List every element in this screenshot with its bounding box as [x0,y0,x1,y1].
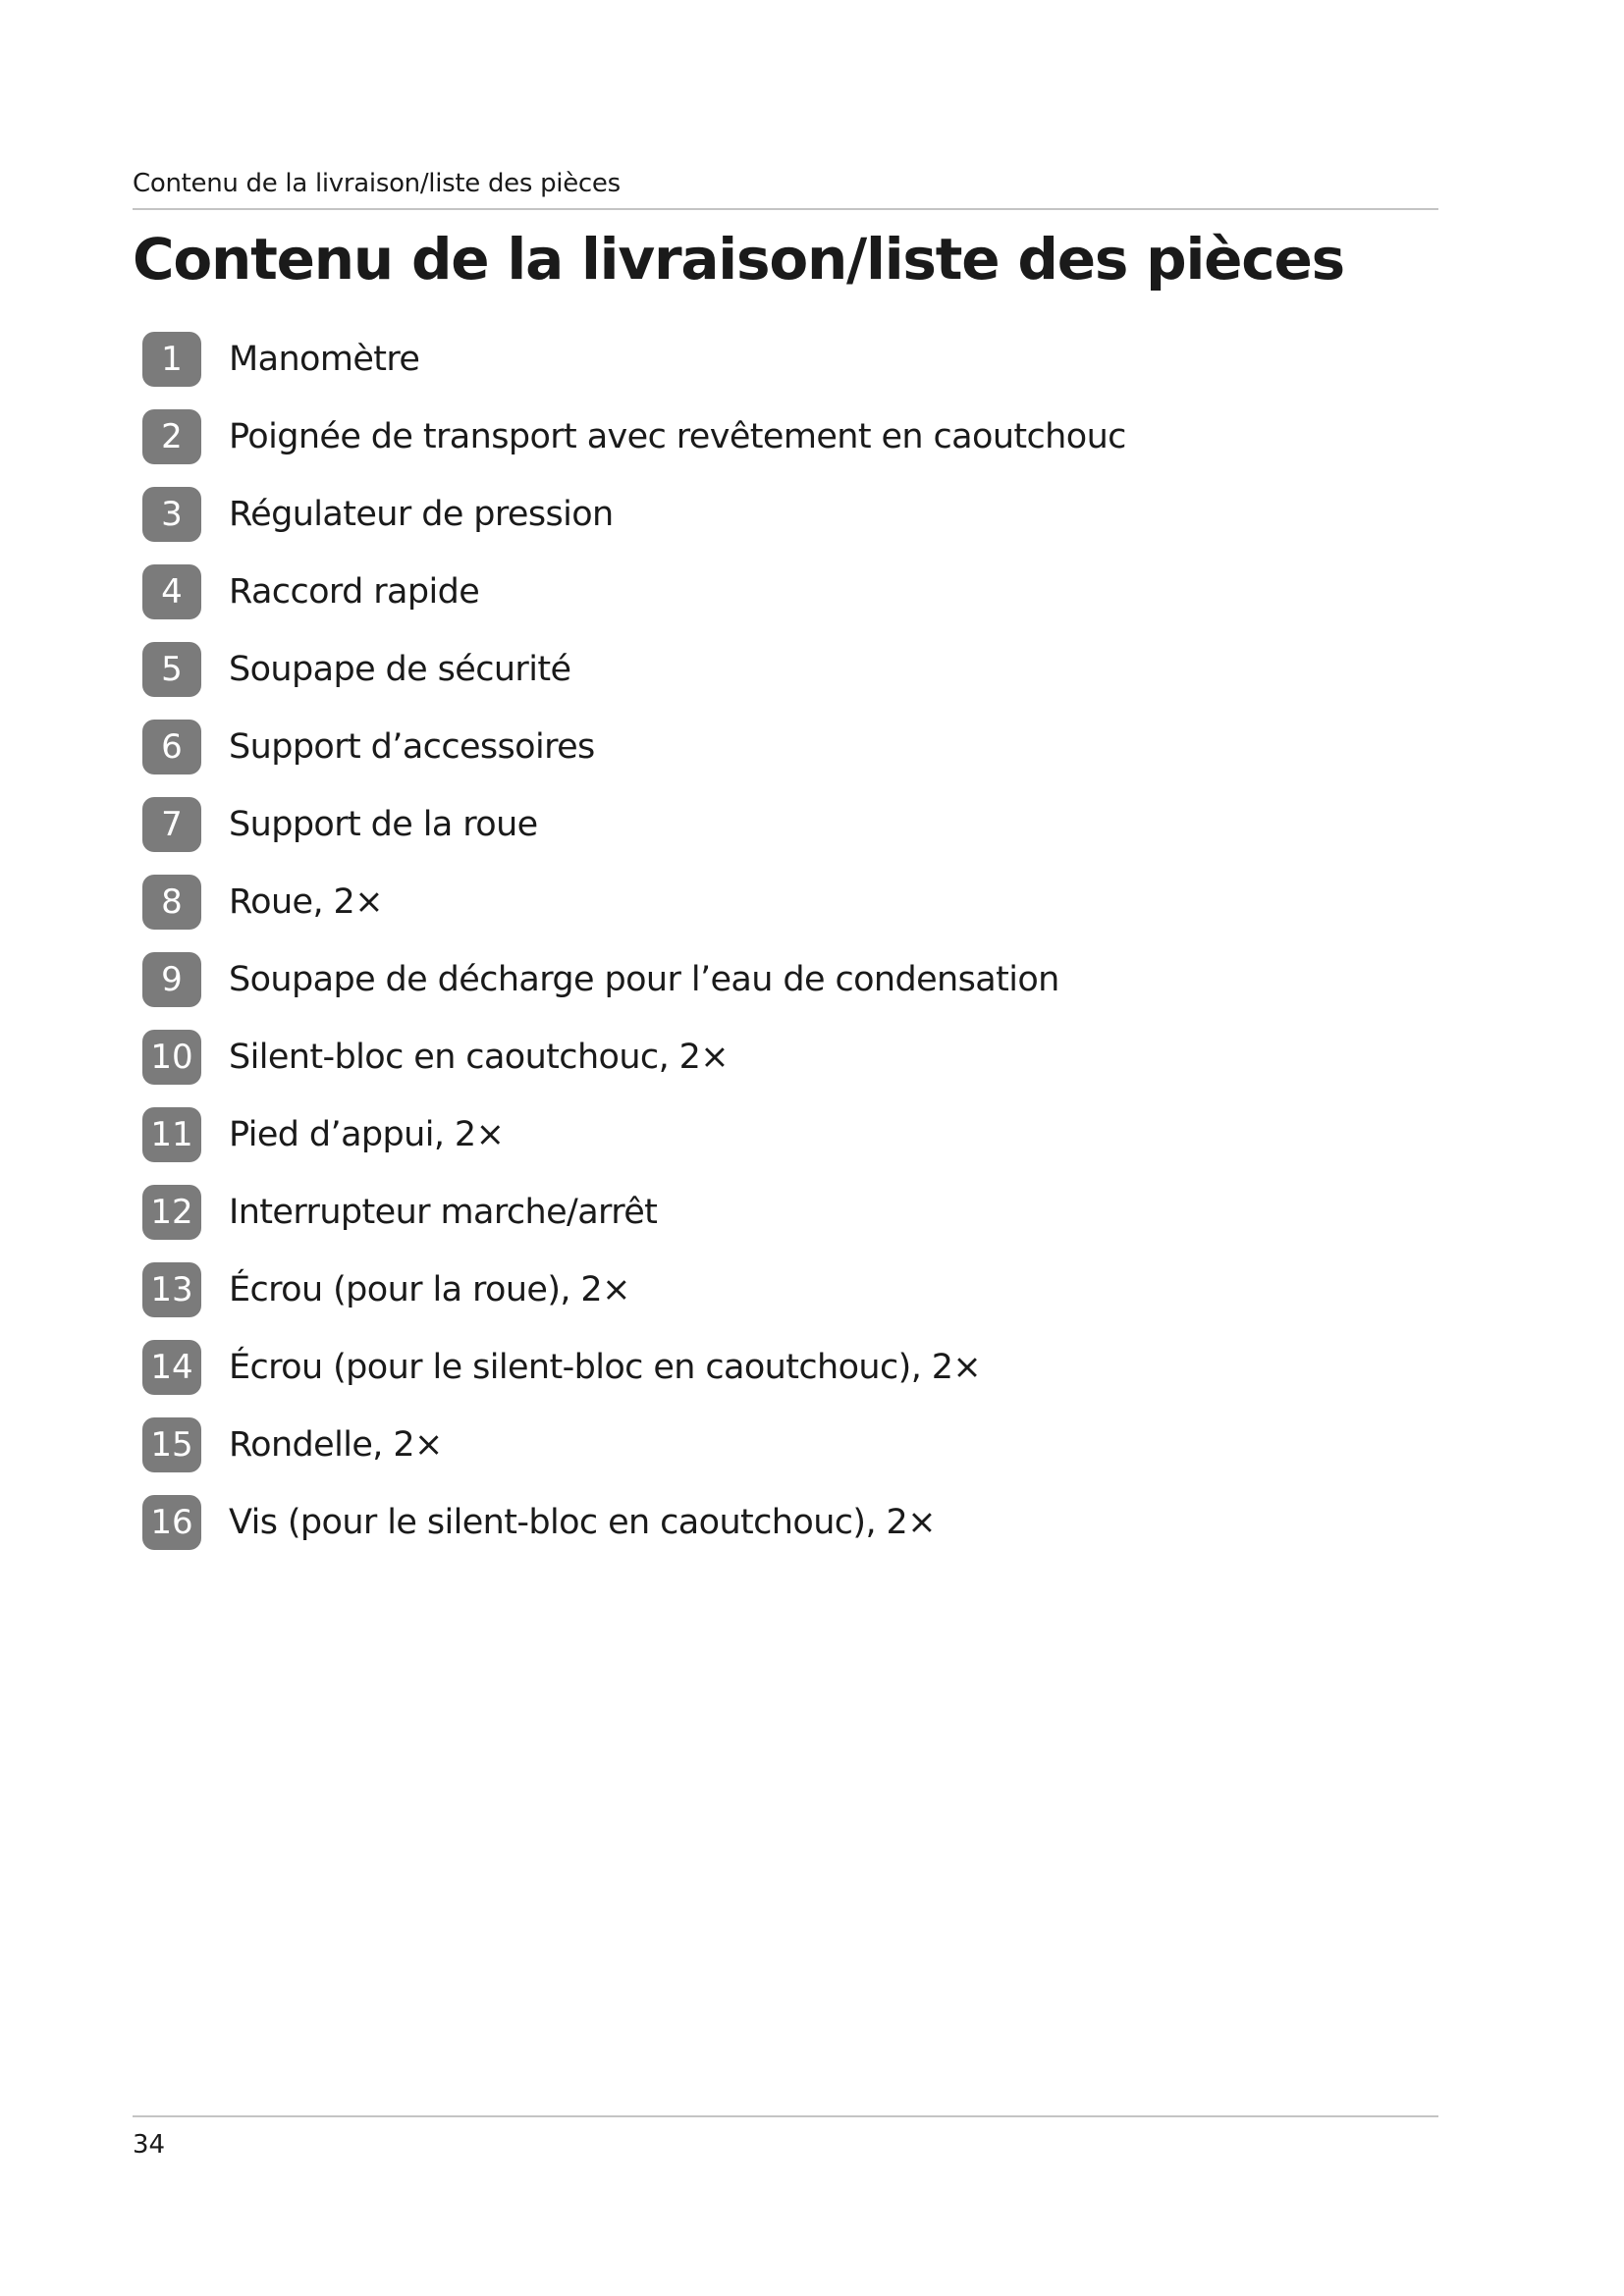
part-number-badge: 15 [142,1417,201,1472]
part-label: Raccord rapide [229,571,480,612]
list-item [142,553,1126,630]
part-label: Rondelle, 2× [229,1424,443,1465]
list-item [142,1095,1126,1173]
part-label: Soupape de sécurité [229,649,571,689]
page-number: 34 [133,2130,166,2160]
part-label: Écrou (pour le silent-bloc en caoutchouc), 2× [229,1347,982,1387]
footer-divider [133,2115,1438,2117]
part-number-badge: 2 [142,409,201,464]
list-item [142,630,1126,708]
part-label: Pied d’appui, 2× [229,1114,505,1154]
part-number-badge: 4 [142,564,201,619]
part-number-badge: 14 [142,1340,201,1395]
part-label: Support de la roue [229,804,538,844]
part-label: Interrupteur marche/arrêt [229,1192,658,1232]
part-number-badge: 12 [142,1185,201,1240]
part-label: Écrou (pour la roue), 2× [229,1269,630,1309]
part-label: Silent-bloc en caoutchouc, 2× [229,1037,730,1077]
part-number-badge: 9 [142,952,201,1007]
part-number-badge: 13 [142,1262,201,1317]
part-number-badge: 3 [142,487,201,542]
list-item [142,1483,1126,1561]
list-item [142,1328,1126,1406]
list-item [142,1251,1126,1328]
running-header: Contenu de la livraison/liste des pièces [133,169,621,198]
part-number-badge: 11 [142,1107,201,1162]
list-item [142,1018,1126,1095]
list-item [142,863,1126,940]
list-item [142,1173,1126,1251]
list-item [142,940,1126,1018]
part-label: Soupape de décharge pour l’eau de condensation [229,959,1059,999]
part-number-badge: 8 [142,875,201,930]
list-item [142,785,1126,863]
list-item [142,398,1126,475]
part-label: Manomètre [229,339,420,379]
part-label: Support d’accessoires [229,726,595,767]
list-item [142,320,1126,398]
page-title: Contenu de la livraison/liste des pièces [133,226,1344,293]
part-number-badge: 10 [142,1030,201,1085]
part-label: Vis (pour le silent-bloc en caoutchouc), 2× [229,1502,936,1542]
list-item [142,708,1126,785]
part-number-badge: 6 [142,720,201,774]
list-item [142,1406,1126,1483]
part-number-badge: 1 [142,332,201,387]
header-divider [133,208,1438,210]
part-label: Régulateur de pression [229,494,614,534]
part-number-badge: 7 [142,797,201,852]
part-number-badge: 5 [142,642,201,697]
part-number-badge: 16 [142,1495,201,1550]
part-label: Roue, 2× [229,881,383,922]
parts-list [142,320,1126,1561]
part-label: Poignée de transport avec revêtement en caoutchouc [229,416,1126,456]
list-item [142,475,1126,553]
